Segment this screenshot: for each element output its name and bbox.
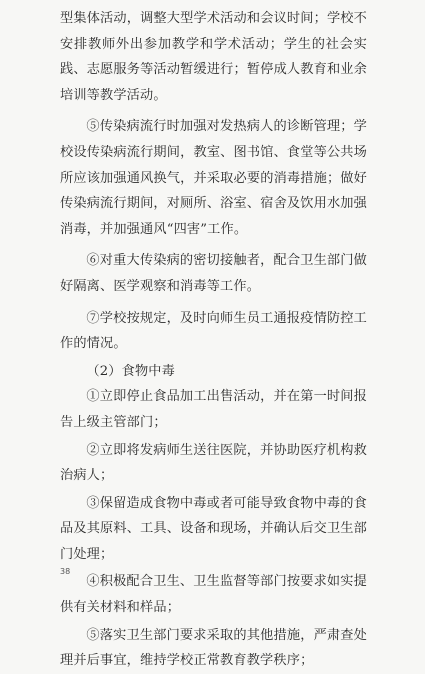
paragraph-item-5: ⑤传染病流行时加强对发热病人的诊断管理；学校设传染病流行期间，教室、图书馆、食堂等公共场所应该加强通风换气，并采取必要的消毒措施；做好传染病流行期间，对厕所、浴室、宿舍及饮用水加强消毒，并加强通风“四害”工作。 [60, 119, 367, 237]
paragraph-item-7: ⑦学校按规定，及时向师生员工通报疫情防控工作的情况。 [60, 310, 367, 352]
paragraph-continuation: 型集体活动，调整大型学术活动和会议时间；学校不安排教师外出参加教学和学术活动；学生的社会实践、志愿服务等活动暂缓进行；暂停成人教育和业余培训等教学活动。 [60, 11, 367, 103]
food-item-4: ④积极配合卫生、卫生监督等部门按要求如实提供有关材料和样品； [60, 574, 367, 616]
page-number: 38 [60, 567, 71, 576]
food-item-3: ③保留造成食物中毒或者可能导致食物中毒的食品及其原料、工具、设备和现场，并确认后交卫生部门处理； [60, 495, 367, 562]
section-heading-food-poisoning: （2）食物中毒 [86, 363, 175, 379]
food-item-1: ①立即停止食品加工出售活动，并在第一时间报告上级主管部门； [60, 389, 367, 430]
food-item-2: ②立即将发病师生送往医院，并协助医疗机构救治病人； [60, 442, 367, 484]
food-item-5: ⑤落实卫生部门要求采取的其他措施，严肃查处理并后事宜，维持学校正常教育教学秩序； [60, 627, 367, 669]
paragraph-item-6: ⑥对重大传染病的密切接触者，配合卫生部门做好隔离、医学观察和消毒等工作。 [60, 253, 367, 294]
